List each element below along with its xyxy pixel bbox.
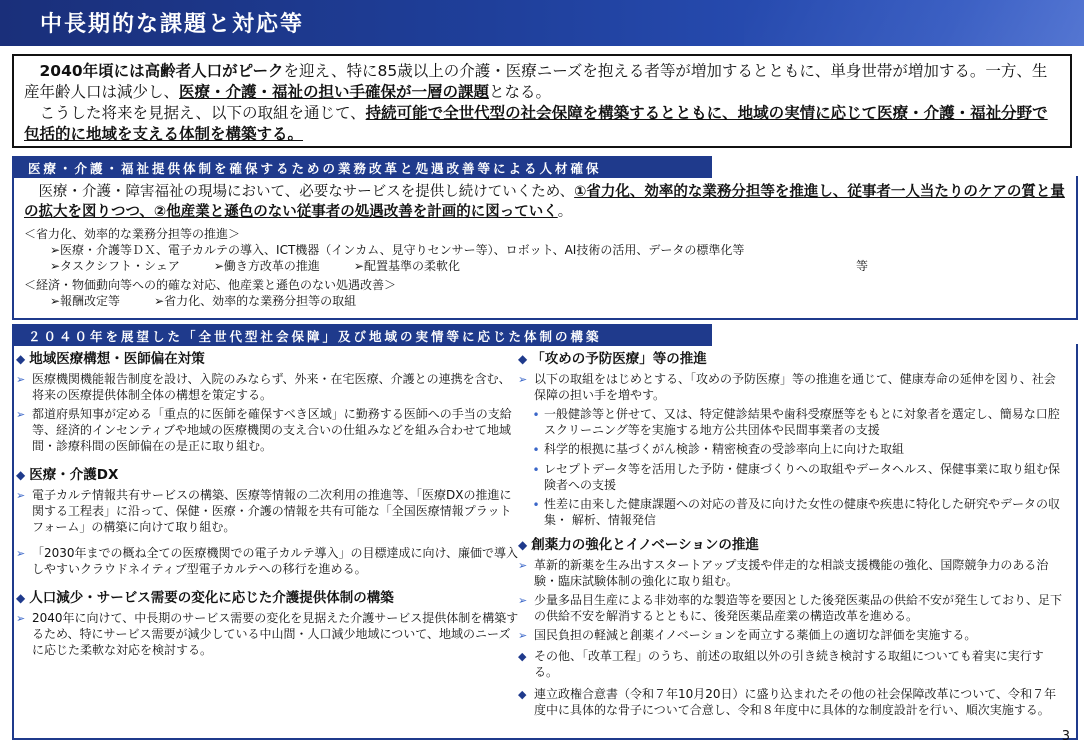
diamond-icon: ◆ [518, 352, 528, 366]
diamond-icon: ◆ [16, 591, 26, 605]
summary-paragraph-2: こうした将来を見据え、以下の取組を通じて、持続可能で全世代型の社会保障を構築するとともに、地域の実情に応じて医療・介護・福祉分野で包括的に地域を支える体制を構築する。 [24, 104, 1048, 143]
arrow-bullet-icon: ➢ [518, 594, 528, 607]
page-title: 中長期的な課題と対応等 [40, 12, 305, 37]
section2-heading: ２０４０年を展望した「全世代型社会保障」及び地域の実情等に応じた体制の構築 [12, 324, 712, 346]
dot-bullet-icon: • [532, 443, 540, 457]
section2-box [12, 344, 1078, 740]
dot-bullet-icon: • [532, 408, 540, 422]
arrow-bullet-icon: ➢ [518, 559, 528, 572]
list-item: ➢ 国民負担の軽減と創薬イノベーションを両立する薬価上の適切な評価を実施する。 [518, 628, 977, 642]
right-column [518, 350, 1066, 721]
left-column [16, 350, 521, 661]
list-item: • 科学的根拠に基づくがん検診・精密検査の受診率向上に向けた取組 [528, 441, 1066, 458]
group1-line1: ➢医療・介護等ＤＸ、電子カルテの導入、ICT機器（インカム、見守りセンサー等）、ロボット、AI技術の活用、データの標準化等 [50, 243, 745, 257]
arrow-bullet-icon: ➢ [518, 629, 528, 642]
list-item: ➢ 都道府県知事が定める「重点的に医師を確保すべき区域」に勤務する医師への手当の支給等、経済的インセンティブや地域の医療機関の支え合いの仕組みなどを組み合わせて地域間・診療科間の医師偏在の是正に取り組む。 [16, 407, 512, 453]
list-item: ➢ 革新的新薬を生み出すスタートアップ支援や伴走的な相談支援機能の強化、国際競争力のある治験・臨床試験体制の強化に取り組む。 [518, 558, 1049, 588]
section1-box [12, 176, 1078, 320]
arrow-bullet-icon: ➢ [16, 612, 26, 625]
diamond-icon: ◆ [16, 352, 26, 366]
arrow-bullet-icon: ➢ [16, 489, 26, 502]
right-heading-1: ◆ 「攻めの予防医療」等の推進 [518, 351, 707, 367]
summary-paragraph-1: 2040年頃には高齢者人口がピークを迎え、特に85歳以上の介護・医療ニーズを抱える者等が増加するとともに、単身世帯が増加する。一方、生産年齢人口は減少し、医療・介護・福祉の担い手確保が一層の課題となる。 [24, 62, 1048, 101]
group1-heading: ＜省力化、効率的な業務分担等の推進＞ [24, 227, 241, 241]
list-item: ➢ 以下の取組をはじめとする、「攻めの予防医療」等の推進を通じて、健康寿命の延伸を図り、社会保障の担い手を増やす。 [518, 372, 1056, 402]
list-item: • 一般健診等と併せて、又は、特定健診結果や歯科受療歴等をもとに対象者を選定し、簡易な口腔スクリーニング等を実施する地方公共団体や民間事業者の支援 [528, 406, 1066, 438]
diamond-icon: ◆ [518, 688, 527, 701]
arrow-bullet-icon: ➢ [16, 373, 26, 386]
dot-bullet-icon: • [532, 498, 540, 512]
left-heading-1: ◆ 地域医療構想・医師偏在対策 [16, 351, 205, 367]
group1-line2: ➢タスクシフト・シェア ➢働き方改革の推進 ➢配置基準の柔軟化 等 [50, 259, 868, 273]
dot-bullet-icon: • [532, 463, 540, 477]
diamond-icon: ◆ [16, 468, 26, 482]
diamond-icon: ◆ [518, 650, 527, 663]
left-heading-3: ◆ 人口減少・サービス需要の変化に応じた介護提供体制の構築 [16, 590, 394, 606]
section1-lead: 医療・介護・障害福祉の現場において、必要なサービスを提供し続けていくため、①省力化、効率的な業務分担等を推進し、従事者一人当たりのケアの質と量の拡大を図りつつ、②他産業と遜色のない従事者の処遇改善を計画的に図っていく。 [24, 184, 1065, 220]
list-item: ➢ 「2030年までの概ね全ての医療機関での電子カルテ導入」の目標達成に向け、廉価で導入しやすいクラウドネイティブ型電子カルテへの移行を進める。 [16, 546, 519, 576]
group2-heading: ＜経済・物価動向等への的確な対応、他産業と遜色のない処遇改善＞ [24, 278, 397, 292]
section1-heading: 医療・介護・福祉提供体制を確保するための業務改革と処遇改善等による人材確保 [12, 156, 712, 178]
list-item: ◆ その他、「改革工程」のうち、前述の取組以外の引き続き検討する取組についても着実に実行する。 [518, 649, 1044, 679]
list-item: ◆ 連立政権合意書（令和７年10月20日）に盛り込まれたその他の社会保障改革について、令和７年度中に具体的な骨子について合意し、令和８年度中に具体的な制度設計を行い、順次実施する。 [518, 687, 1057, 717]
list-item: ➢ 電子カルテ情報共有サービスの構築、医療等情報の二次利用の推進等、「医療DXの推進に関する工程表」に沿って、保健・医療・介護の情報を共有可能な「全国医療情報プラットフォーム」の構築に向けて取り組む。 [16, 488, 512, 534]
list-item: • 性差に由来した健康課題への対応の普及に向けた女性の健康や疾患に特化した研究やデータの収集・ 解析、情報発信 [528, 496, 1066, 528]
arrow-bullet-icon: ➢ [518, 373, 528, 386]
page-number: 3 [1061, 729, 1070, 744]
left-heading-2: ◆ 医療・介護DX [16, 467, 119, 483]
list-item: ➢ 医療機関機能報告制度を設け、入院のみならず、外来・在宅医療、介護との連携を含む、将来の医療提供体制全体の構想を策定する。 [16, 372, 511, 402]
arrow-bullet-icon: ➢ [16, 408, 26, 421]
arrow-bullet-icon: ➢ [16, 547, 26, 560]
title-banner [0, 0, 1084, 46]
right-heading-2: ◆ 創薬力の強化とイノベーションの推進 [518, 537, 759, 553]
group2-line1: ➢報酬改定等 ➢省力化、効率的な業務分担等の取組 [50, 294, 357, 308]
group1-etc: 等 [855, 259, 868, 273]
summary-box [12, 54, 1072, 148]
diamond-icon: ◆ [518, 538, 528, 552]
list-item: ➢ 少量多品目生産による非効率的な製造等を要因とした後発医薬品の供給不安が発生しており、足下の供給不安を解消するとともに、後発医薬品産業の構造改革を進める。 [518, 593, 1063, 623]
list-item: ➢ 2040年に向けて、中長期のサービス需要の変化を見据えた介護サービス提供体制を構築するため、特にサービス需要が減少している中山間・人口減少地域について、地域のニーズに応じた柔軟な対応を検討する。 [16, 611, 519, 657]
list-item: • レセプトデータ等を活用した予防・健康づくりへの取組やデータヘルス、保健事業に取り組む保険者への支援 [528, 461, 1066, 493]
